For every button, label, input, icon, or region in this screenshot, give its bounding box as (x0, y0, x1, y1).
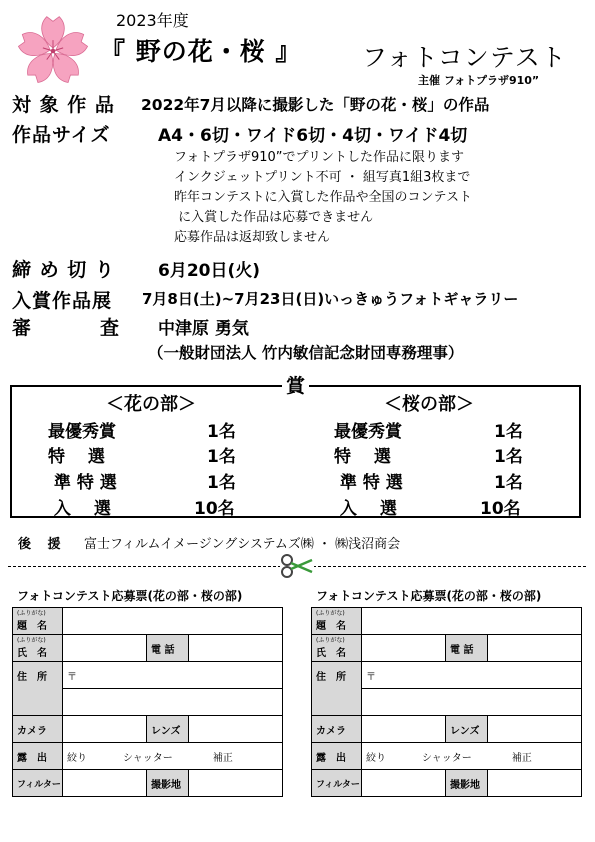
title-label: (ふりがな) 題 名 (13, 608, 63, 635)
award-name: 特 選 (334, 447, 391, 467)
note-line: に入賞した作品は応募できません (174, 210, 374, 225)
award-count: 10名 (194, 499, 235, 519)
subject-value: 2022年7月以降に撮影した「野の花・桜」の作品 (141, 96, 490, 114)
exposure-field[interactable]: 絞り シャッター 補正 (63, 743, 283, 770)
award-name: 特 選 (48, 447, 105, 467)
note-line: フォトプラザ910”でプリントした作品に限ります (174, 150, 464, 165)
award-count: 1名 (207, 447, 236, 467)
address-field-2[interactable] (362, 689, 582, 716)
judge-label: 審 (12, 317, 33, 339)
award-count: 1名 (207, 422, 236, 442)
camera-field[interactable] (362, 716, 446, 743)
subject-label: 対 象 作 品 (12, 94, 115, 116)
award-name: 入 選 (48, 499, 111, 519)
sponsor-label: 後 援 (18, 537, 67, 552)
location-label: 撮影地 (446, 770, 488, 797)
address-label: 住 所 (312, 662, 362, 716)
lens-field[interactable] (488, 716, 582, 743)
phone-label: 電 話 (147, 635, 189, 662)
exposure-label: 露 出 (13, 743, 63, 770)
form-title: フォトコンテスト応募票(花の部・桜の部) (17, 589, 243, 603)
name-field[interactable] (362, 635, 446, 662)
size-value: A4・6切・ワイド6切・4切・ワイド4切 (158, 126, 468, 146)
award-name: 準 特 選 (48, 473, 117, 493)
organizer: 主催 フォトプラザ910” (418, 74, 540, 87)
phone-field[interactable] (488, 635, 582, 662)
form-table (12, 607, 283, 797)
lens-label: レンズ (147, 716, 189, 743)
note-line: 昨年コンテストに入賞した作品や全国のコンテスト (174, 190, 472, 205)
address-field-2[interactable] (63, 689, 283, 716)
form-table (311, 607, 582, 797)
deadline-value: 6月20日(火) (158, 261, 261, 281)
note-line: インクジェットプリント不可 ・ 組写真1組3枚まで (174, 170, 471, 185)
camera-label: カメラ (312, 716, 362, 743)
address-field[interactable]: 〒 (63, 662, 283, 689)
filter-field[interactable] (63, 770, 147, 797)
deadline-label: 締 め 切 り (12, 259, 115, 281)
judge-name: 中津原 勇気 (158, 319, 249, 339)
name-label: (ふりがな) 氏 名 (312, 635, 362, 662)
filter-label: フィルター (13, 770, 63, 797)
judge-title: （一般財団法人 竹内敏信記念財団専務理事） (148, 344, 464, 362)
note-line: 応募作品は返却致しません (174, 230, 331, 245)
address-label: 住 所 (13, 662, 63, 716)
contest-title: 『 野の花・桜 』 (100, 37, 302, 66)
entry-form-left (12, 585, 283, 797)
name-field[interactable] (63, 635, 147, 662)
camera-label: カメラ (13, 716, 63, 743)
sakura-logo-icon (14, 12, 92, 90)
phone-field[interactable] (189, 635, 283, 662)
filter-field[interactable] (362, 770, 446, 797)
award-count: 1名 (207, 473, 236, 493)
flower-section-heading: ＜花の部＞ (106, 394, 196, 415)
award-name: 最優秀賞 (334, 422, 402, 442)
exposure-field[interactable]: 絞り シャッター 補正 (362, 743, 582, 770)
entry-form-right (311, 585, 582, 797)
camera-field[interactable] (63, 716, 147, 743)
award-count: 10名 (480, 499, 521, 519)
scissors-icon (280, 552, 314, 580)
filter-label: フィルター (312, 770, 362, 797)
judge-label-2: 査 (100, 317, 121, 339)
location-field[interactable] (189, 770, 283, 797)
contest-title-suffix: フォトコンテスト (362, 43, 567, 72)
contest-year: 2023年度 (116, 11, 189, 30)
title-field[interactable] (63, 608, 283, 635)
address-field[interactable]: 〒 (362, 662, 582, 689)
title-field[interactable] (362, 608, 582, 635)
award-title: 賞 (282, 371, 309, 398)
sakura-section-heading: ＜桜の部＞ (384, 394, 474, 415)
lens-label: レンズ (446, 716, 488, 743)
exhibit-label: 入賞作品展 (12, 290, 113, 312)
award-name: 最優秀賞 (48, 422, 116, 442)
sponsor-text: 富士フィルムイメージングシステムズ㈱ ・ ㈱浅沼商会 (84, 537, 401, 552)
lens-field[interactable] (189, 716, 283, 743)
form-title: フォトコンテスト応募票(花の部・桜の部) (316, 589, 542, 603)
award-name: 準 特 選 (334, 473, 403, 493)
name-label: (ふりがな) 氏 名 (13, 635, 63, 662)
exposure-label: 露 出 (312, 743, 362, 770)
award-count: 1名 (494, 422, 523, 442)
exhibit-value: 7月8日(土)~7月23日(日)いっきゅうフォトギャラリー (142, 290, 519, 308)
location-label: 撮影地 (147, 770, 189, 797)
location-field[interactable] (488, 770, 582, 797)
size-label: 作品サイズ (12, 124, 111, 146)
title-label: (ふりがな) 題 名 (312, 608, 362, 635)
award-count: 1名 (494, 447, 523, 467)
phone-label: 電 話 (446, 635, 488, 662)
award-count: 1名 (494, 473, 523, 493)
award-name: 入 選 (334, 499, 397, 519)
